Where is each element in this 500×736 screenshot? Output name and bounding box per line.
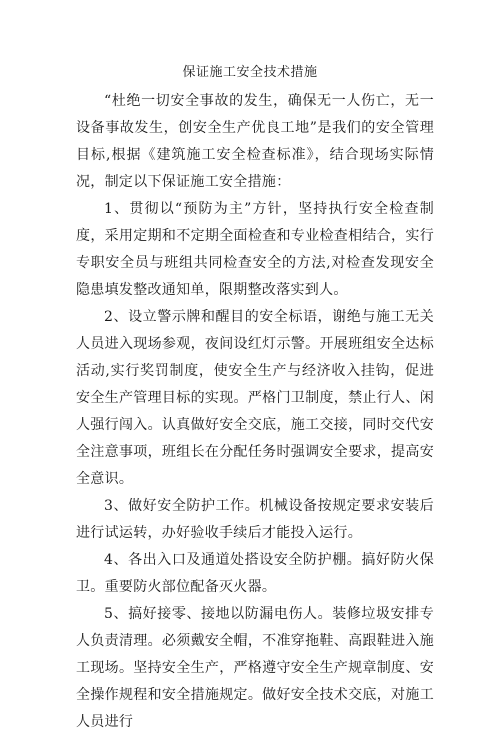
paragraph-item-5: 5、搞好接零、接地以防漏电伤人。装修垃圾安排专人负责清理。必须戴安全帽，不准穿拖鞋、高跟鞋进入施工现场。坚持安全生产，严格遵守安全生产规章制度、安全操作规程和安全措施规定。做好安全技术交底，对施工人员进行 <box>76 606 434 730</box>
document-body <box>76 88 434 736</box>
paragraph-item-2: 2、设立警示牌和醒目的安全标语，谢绝与施工无关人员进入现场参观，夜间设红灯示警。开展班组安全达标活动,实行奖罚制度，使安全生产与经济收入挂钩，促进安全生产管理目标的实现。严格门卫制度，禁止行人、闲人强行闯入。认真做好安全交底，施工交接，同时交代安全注意事项，班组长在分配任务时强调安全要求，提高安全意识。 <box>76 309 434 487</box>
paragraph-intro: “杜绝一切安全事故的发生，确保无一人伤亡，无一设备事故发生，创安全生产优良工地”是我们的安全管理目标,根据《建筑施工安全检查标准》，结合现场实际情况，制定以下保证施工安全措施： <box>76 93 434 190</box>
paragraph-item-3: 3、做好安全防护工作。机械设备按规定要求安装后进行试运转，办好验收手续后才能投入运行。 <box>76 498 434 541</box>
paragraph-item-1: 1、贯彻以“预防为主”方针，坚持执行安全检查制度，采用定期和不定期全面检查和专业检查相结合，实行专职安全员与班组共同检查安全的方法,对检查发现安全隐患填发整改通知单，限期整改落实到人。 <box>76 201 434 298</box>
paragraph-item-4: 4、各出入口及通道处搭设安全防护棚。搞好防火保卫。重要防火部位配备灭火器。 <box>76 552 434 595</box>
document-title: 保证施工安全技术措施 <box>182 65 318 80</box>
